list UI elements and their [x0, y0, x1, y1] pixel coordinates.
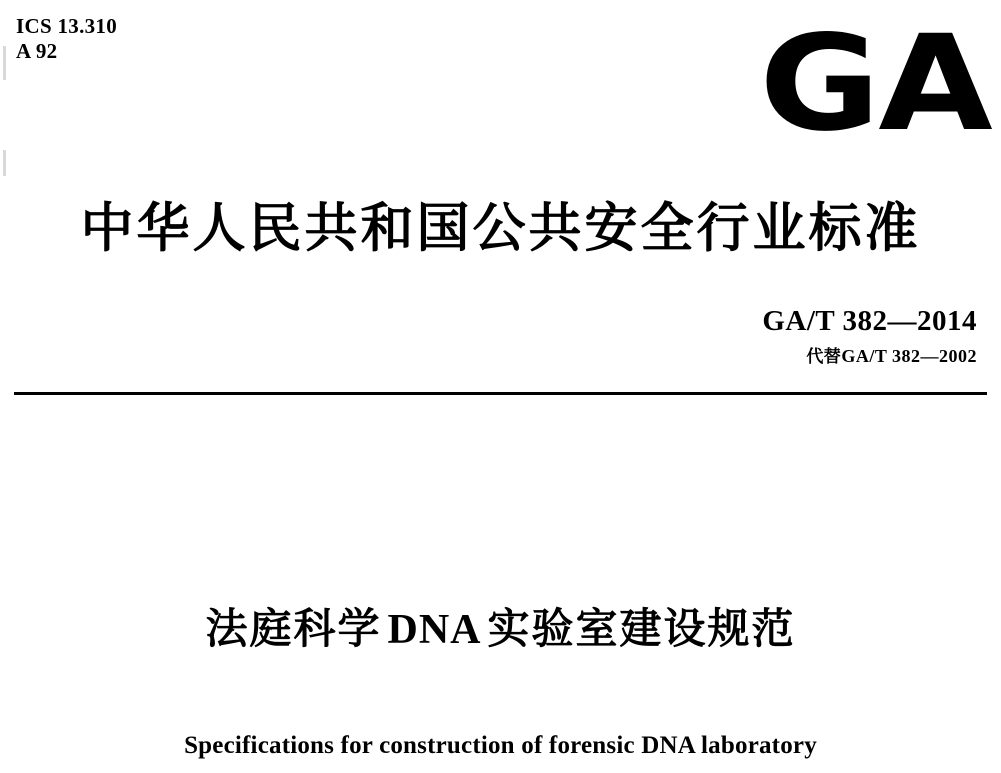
title-cn-before: 法庭科学 [205, 604, 382, 653]
replaces-number: GA/T 382—2002 [841, 346, 977, 366]
title-cn-after: 实验室建设规范 [487, 604, 796, 653]
page-subtitle-english: Specifications for construction of forensic DNA laboratory [184, 732, 817, 759]
replaced-standard [762, 342, 977, 367]
classification-codes [16, 14, 117, 64]
ics-code: ICS 13.310 [16, 14, 118, 38]
category-code: A 92 [16, 38, 58, 63]
page-edge-artifact [3, 150, 6, 176]
page-title [0, 596, 1001, 656]
page-edge-artifact [3, 46, 6, 80]
ga-standard-logo-icon: GA [759, 7, 991, 161]
replaces-label: 代替 [806, 347, 842, 367]
standard-number-block [762, 305, 977, 367]
standard-number: GA/T 382—2014 [762, 305, 977, 337]
title-cn-latin: DNA [387, 607, 482, 653]
header-divider [14, 392, 987, 395]
issuing-body-title: 中华人民共和国公共安全行业标准 [80, 198, 921, 259]
